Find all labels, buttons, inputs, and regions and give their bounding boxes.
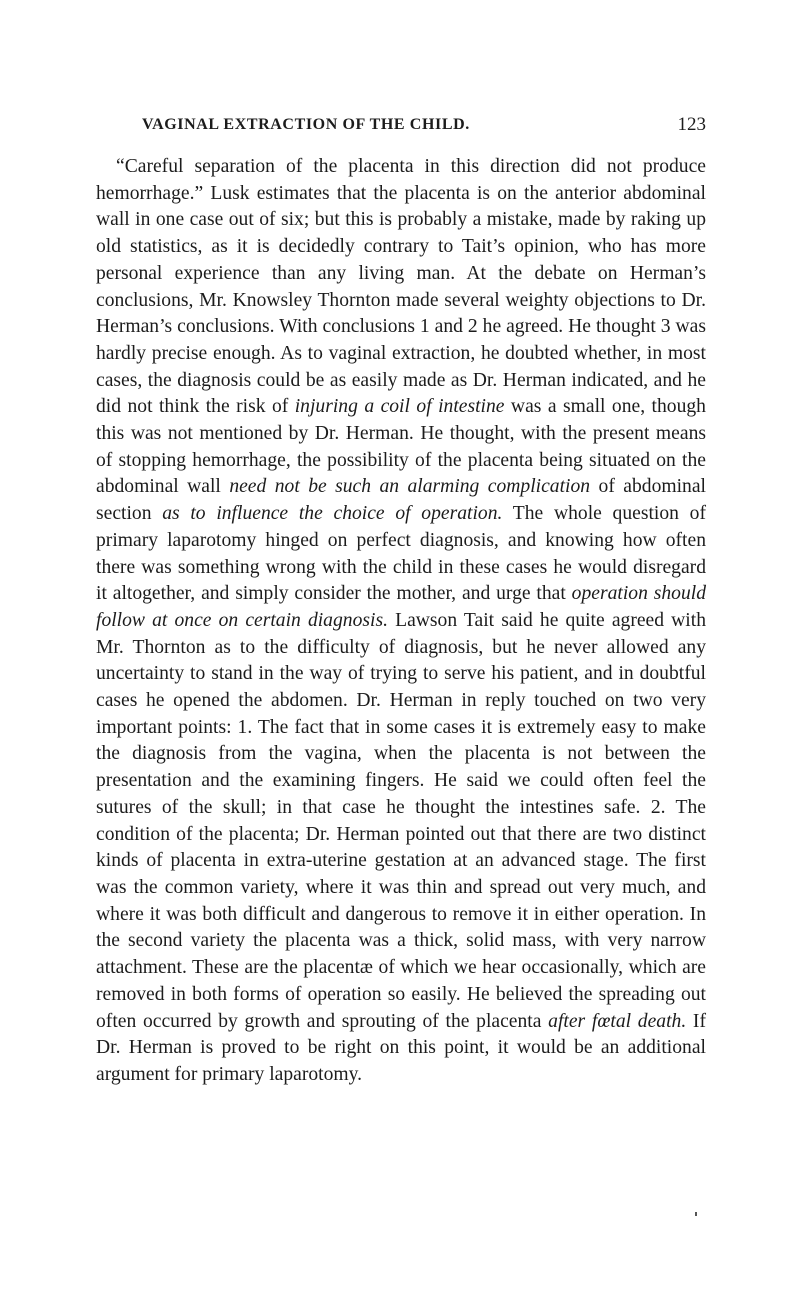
- text-run: “Careful separation of the placenta in this direction did not produce hemorrhage.” Lusk estimates that the placenta is on the anterior abdominal wall in one case out of six; but this is probably a mistake, made by raking up old statistics, as it is decidedly contrary to Tait’s opinion, who has more personal experience than any living man. At the debate on Herman’s conclusions, Mr. Knowsley Thornton made several weighty objections to Dr. Herman’s conclusions. With conclusions 1 and 2 he agreed. He thought 3 was hardly precise enough. As to vaginal extraction, he doubted whether, in most cases, the diagnosis could be as easily made as Dr. Herman indicated, and he did not think the risk of: [96, 156, 706, 418]
- book-page: [96, 0, 706, 1089]
- italic-run: need not be such an alarming complication: [229, 476, 591, 498]
- text-run: Lawson Tait said he quite agreed with Mr. Thornton as to the difficulty of diagnosis, but he never allowed any uncertainty to stand in the way of trying to serve his patient, and in doubtful cases he opened the abdomen. Dr. Herman in reply touched on two very important points: 1. The fact that in some cases it is extremely easy to make the diagnosis from the vagina, when the placenta is not between the presentation and the examining fingers. He said we could often feel the sutures of the skull; in that case he thought the intestines safe. 2. The condition of the placenta; Dr. Herman pointed out that there are two distinct kinds of placenta in extra-uterine gestation at an advanced stage. The first was the common variety, where it was thin and spread out very much, and where it was both difficult and dangerous to remove it in either operation. In the second variety the placenta was a thick, solid mass, with very narrow attachment. These are the placentæ of which we hear occasionally, which are removed in both forms of operation so easily. He believed the spreading out often occurred by growth and sprouting of the placenta: [96, 609, 706, 1032]
- italic-run: injuring a coil of intestine: [294, 396, 505, 418]
- body-paragraph: [96, 154, 706, 1089]
- text-run: If Dr. Herman is proved to be right on this point, it would be an additional argument for primary laparotomy.: [96, 1010, 706, 1085]
- italic-run: operation should follow at once on certain diagnosis.: [96, 583, 706, 631]
- page-number: 123: [677, 114, 706, 135]
- running-head-title: VAGINAL EXTRACTION OF THE CHILD.: [142, 116, 470, 133]
- text-run: was a small one, though this was not mentioned by Dr. Herman. He thought, with the present means of stopping hemorrhage, the possibility of the placenta being situated on the abdominal wall: [96, 396, 706, 498]
- italic-run: as to influence the choice of operation.: [162, 503, 503, 525]
- text-run: The whole question of primary laparotomy hinged on perfect diagnosis, and knowing how often there was something wrong with the child in these cases he would disregard it altogether, and simply consider the mother, and urge that: [96, 503, 706, 605]
- text-run: of abdominal section: [96, 476, 706, 525]
- running-head: [96, 116, 706, 146]
- ink-speck: [695, 1212, 697, 1216]
- italic-run: after fœtal death.: [548, 1010, 687, 1032]
